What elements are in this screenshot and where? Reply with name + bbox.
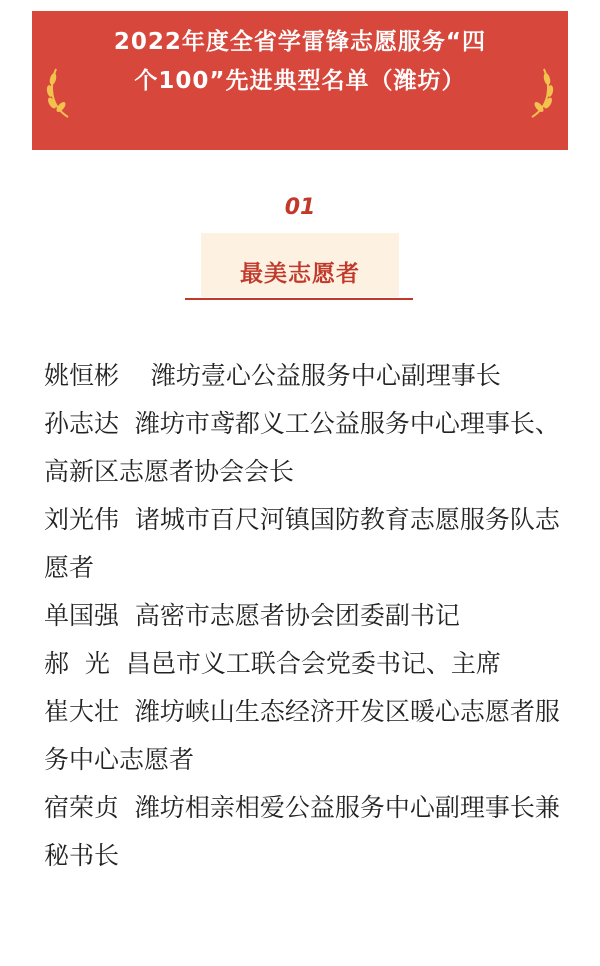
volunteer-name: 孙志达 [44,409,120,438]
list-item [44,400,564,496]
volunteer-name: 姚恒彬 [44,361,120,390]
separator [119,361,151,390]
volunteer-name: 单国强 [44,601,120,630]
banner-title: 2022年度全省学雷锋志愿服务“四个100”先进典型名单（潍坊） [113,29,487,94]
volunteer-list [44,352,564,880]
separator [110,649,126,678]
list-item [44,592,564,640]
separator [119,409,135,438]
separator [119,505,135,534]
header-banner [32,11,568,150]
laurel-left-icon [44,63,74,119]
list-item [44,352,564,400]
section-underline [185,298,413,300]
list-item [44,640,564,688]
list-item [44,496,564,592]
volunteer-name: 郝 光 [44,649,110,678]
separator [119,697,135,726]
list-item [44,688,564,784]
volunteer-name: 刘光伟 [44,505,120,534]
section-title: 最美志愿者 [240,261,360,287]
laurel-right-icon [526,63,556,119]
volunteer-title: 高密市志愿者协会团委副书记 [134,601,460,630]
separator [119,601,135,630]
volunteer-title: 潍坊市鸢都义工公益服务中心理事长、高新区志愿者协会会长 [44,409,560,486]
section-number: 01 [284,195,316,220]
volunteer-title: 潍坊峡山生态经济开发区暖心志愿者服务中心志愿者 [44,697,560,774]
volunteer-name: 宿荣贞 [44,793,120,822]
list-item [44,784,564,880]
volunteer-title: 诸城市百尺河镇国防教育志愿服务队志愿者 [44,505,560,582]
volunteer-name: 崔大壮 [44,697,120,726]
volunteer-title: 昌邑市义工联合会党委书记、主席 [125,649,501,678]
separator [119,793,135,822]
volunteer-title: 潍坊壹心公益服务中心副理事长 [150,361,501,390]
volunteer-title: 潍坊相亲相爱公益服务中心副理事长兼秘书长 [44,793,560,870]
